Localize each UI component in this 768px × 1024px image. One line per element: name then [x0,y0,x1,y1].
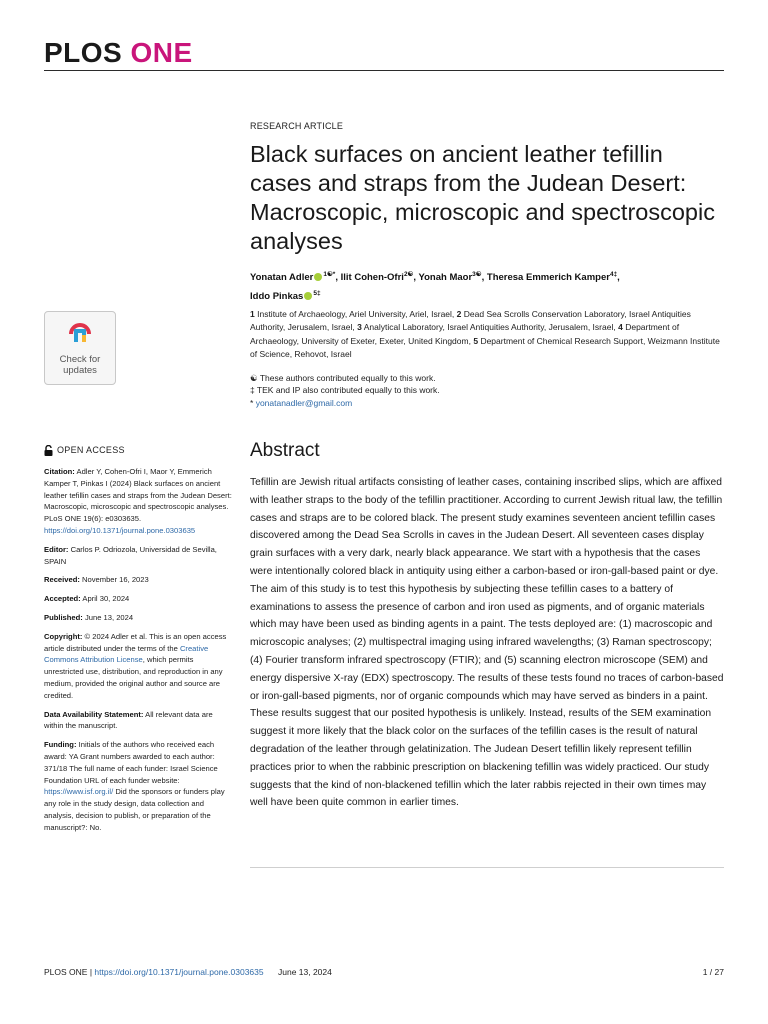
copyright-text: © 2024 Adler et al. This is an open access article distributed under the terms of the [44,631,227,653]
citation-block [44,466,234,537]
journal-logo-one: ONE [130,37,193,68]
copyright-block [44,631,234,702]
affiliation-text: Dead Sea Scrolls Conservation Laboratory, Israel Antiquities Authority, Jerusalem, Israel, [250,309,691,333]
citation-label: Citation: [44,467,75,476]
abstract-text: Tefillin are Jewish ritual artifacts consisting of leather cases, containing inscribed slips, which are affixed with leather straps to the body of the tefillin practitioner. According to current Jewish ritual law, the tefillin cases and straps are to be colored black. The present study examines seventeen ancient tefillin cases discovered among the Dead Sea Scrolls in caves in the Judean Desert. All seventeen cases display grain surfaces with a very dark, nearly black appearance. We start with a hypothesis that the cases were intentionally colored black in antiquity using either a carbon-based or iron-gall-based paint or dye. The aim of this study is to test this hypothesis by subjecting these tefillin cases to a battery of examinations to assess the presence of carbon and iron used as pigments, and of organic materials which may have been used as binding agents in a paint. The tests deployed are: (1) macroscopic and microscopic analyses; (2) multispectral imaging using infrared wavelengths; (3) Raman spectroscopy; (4) Fourier transform infrared spectroscopy (FTIR); and (5) scanning electron microscope (SEM) and energy dispersive X-ray (EDX) spectroscopy. The results of these tests found no traces of carbon-based or iron-gall-based pigments, nor of organic compounds which may have served as binders in a paint. These results suggest that our posited hypothesis is unlikely. Instead, results of the SEM examination suggest it more likely that the black color on the surfaces of the tefillin cases is the result of natural degradation of the leather through gelatinization. The Judean Desert tefillin likely represent tefillin practices prior to when the rabbinic prescription on blackening tefillin was widely practiced. Our study suggests that the kind of non-blackened tefillin which the later rabbis rejected in their own times may well have been quite common in earlier times. [250,477,724,809]
affiliation-number: 2 [456,309,462,319]
copyright-label: Copyright: [44,631,83,641]
journal-logo-plos: PLOS [44,37,123,68]
received-block [44,574,234,586]
orcid-icon[interactable] [304,292,312,300]
open-lock-icon [44,445,53,456]
also-contributed-note: ‡ TEK and IP also contributed equally to this work. [250,385,440,396]
author-list: Yonatan Adler $^{1☯*}$, Ilit Cohen-Ofri$^{2☯}$, Yonah Maor$^{3☯}$, Theresa Emmerich Kamper$^{4\ddagger}$, Iddo Pinkas $^{5\ddagger}$ [250,271,620,303]
open-access-label [44,445,125,456]
license-link[interactable]: Creative Commons Attribution License [44,643,209,665]
footer-date: June 13, 2024 [277,967,332,977]
data-availability-block [44,709,234,733]
affiliation-number: 1 [250,309,255,319]
funding-text-end: Did the sponsors or funders play any role in the study design, data collection and analysis, decision to publish, or preparation of the manuscript?: No. [44,787,225,832]
article-info-sidebar [44,466,234,841]
header-divider [44,70,724,71]
journal-logo[interactable] [44,37,193,69]
footer-doi-link[interactable]: https://doi.org/10.1371/journal.pone.0303635 [94,967,264,977]
affiliation-number: 3 [357,322,362,333]
copyright-text-end: , which permits unrestricted use, distribution, and reproduction in any medium, provided the original author and source are credited. [44,655,223,700]
affiliation-text: Department of Chemical Research Support, Weizmann Institute of Science, Rehovot, Israel [250,335,720,360]
page-footer [44,967,332,977]
author-affiliation-mark: 4‡ [609,271,618,278]
author-affiliation-mark: 3☯ [472,271,482,278]
received-date: November 16, 2023 [82,575,149,585]
article-type: RESEARCH ARTICLE [250,121,344,131]
funding-block [44,739,234,833]
author-affiliation-mark: 5‡ [313,290,321,298]
open-access-text: OPEN ACCESS [57,445,125,455]
published-label: Published: [44,612,83,622]
author-name: Yonah Maor [418,272,473,284]
badge-line-2: updates [63,365,97,376]
editor-text: Carlos P. Odriozola, Universidad de Sevilla, SPAIN [44,544,217,566]
article-title: Black surfaces on ancient leather tefillin cases and straps from the Judean Desert: Macroscopic, microscopic and spectroscopic analyses [250,141,715,254]
author-name: Theresa Emmerich Kamper [486,272,610,284]
author-affiliation-mark: 2☯ [403,271,414,278]
received-label: Received: [44,575,80,585]
affiliation-text: Analytical Laboratory, Israel Antiquities Authority, Jerusalem, Israel, [363,322,616,333]
accepted-block [44,593,234,605]
corresponding-mark: * [250,397,254,408]
editor-label: Editor: [44,544,69,554]
crossmark-icon [67,318,93,344]
badge-line-1: Check for [59,354,101,365]
author-affiliation-mark: 1☯* [323,271,336,278]
funding-text: Initials of the authors who received each award: YA Grant numbers awarded to each author: 371/18 The full name of each funder: Israel Science Foundation URL of each funder website: [44,740,218,785]
page-number: 1 / 27 [702,967,724,977]
corresponding-email-link[interactable]: yonatanadler@gmail.com [255,397,353,408]
data-availability-text: All relevant data are within the manuscript. [44,709,213,731]
equal-contribution-note: ☯ These authors contributed equally to this work. [250,373,436,383]
accepted-label: Accepted: [44,594,81,604]
footer-journal: PLOS ONE | [44,967,93,977]
author-name: Iddo Pinkas [250,291,304,303]
funder-website-link[interactable]: https://www.isf.org.il/ [44,787,114,797]
data-availability-label: Data Availability Statement: [44,709,144,719]
accepted-date: April 30, 2024 [82,594,130,604]
check-for-updates-badge[interactable] [44,311,116,385]
abstract-heading: Abstract [250,440,320,461]
affiliation-number: 5 [473,335,479,346]
published-block [44,612,234,624]
citation-doi-link[interactable]: https://doi.org/10.1371/journal.pone.0303635 [44,525,196,535]
author-name: Yonatan Adler [250,272,314,284]
affiliation-text: Institute of Archaeology, Ariel University, Ariel, Israel, [257,309,455,319]
funding-label: Funding: [44,740,77,750]
corresponding-author-note [250,397,724,409]
badge-label [45,354,115,376]
published-date: June 13, 2024 [84,612,134,622]
author-notes [250,372,724,409]
author-name: Ilit Cohen-Ofri [340,272,404,284]
affiliation-number: 4 [618,322,623,333]
editor-block [44,544,234,568]
affiliation-list [250,308,724,362]
orcid-icon[interactable] [314,273,322,281]
citation-text: Adler Y, Cohen-Ofri I, Maor Y, Emmerich Kamper T, Pinkas I (2024) Black surfaces on ancient leather tefillin cases and straps from the Judean Desert: Macroscopic, microscopic and spectroscopic analyses. PLoS ONE 19(6): e0303635. [44,467,232,524]
affiliation-text: Department of Archaeology, University of Exeter, Exeter, United Kingdom, [250,322,680,346]
abstract-divider [250,867,724,868]
